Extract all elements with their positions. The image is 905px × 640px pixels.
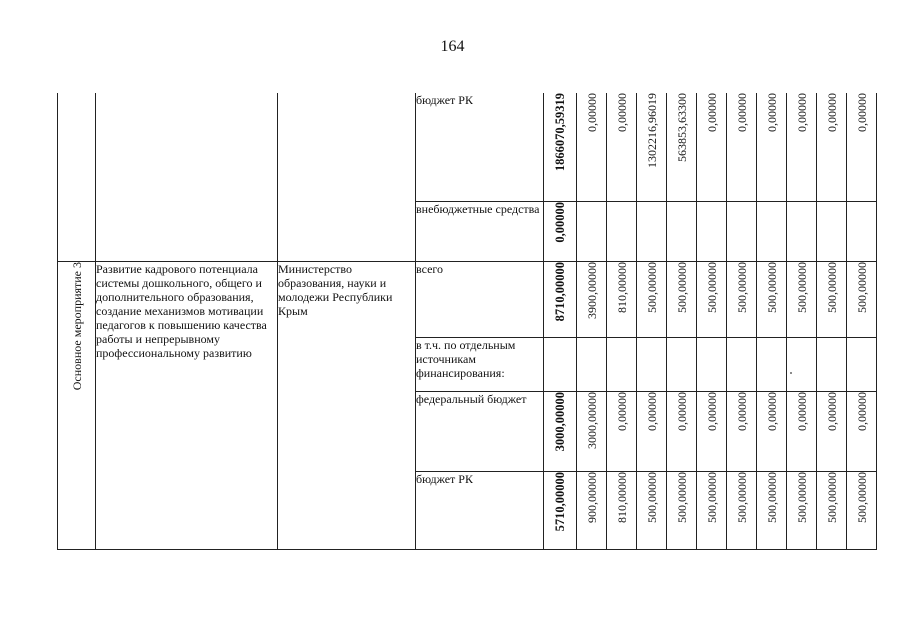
value-cell <box>577 337 607 391</box>
value-cell: 500,00000 <box>727 471 757 549</box>
budget-table <box>57 93 877 550</box>
measure-description: Развитие кадрового потенциала системы дошкольного, общего и дополнительного образования, создание механизмов мотивации педагогов к повышению качества работы и непрерывному профессиональному развитию <box>96 261 267 360</box>
source-cell: федеральный бюджет <box>416 391 544 471</box>
value-cell: 500,00000 <box>667 261 697 337</box>
value-cell <box>667 201 697 261</box>
value-cell <box>757 337 787 391</box>
value-cell: 810,00000 <box>607 261 637 337</box>
value-cell: 500,00000 <box>787 261 817 337</box>
value-cell <box>817 337 847 391</box>
value-cell: 500,00000 <box>697 261 727 337</box>
value-cell: 810,00000 <box>607 471 637 549</box>
continuation-description-cell <box>96 93 278 261</box>
value-cell: 0,00000 <box>817 391 847 471</box>
value-cell: 0,00000 <box>757 93 787 201</box>
value-cell <box>577 201 607 261</box>
total-cell: 5710,00000 <box>544 471 577 549</box>
value-cell: 500,00000 <box>697 471 727 549</box>
value-cell <box>817 201 847 261</box>
value-cell: 500,00000 <box>847 261 877 337</box>
value-cell: 0,00000 <box>607 93 637 201</box>
value-cell <box>787 337 817 391</box>
measure-executor: Министерство образования, науки и молодежи Республики Крым <box>278 261 393 318</box>
value-cell <box>757 201 787 261</box>
continuation-executor-cell <box>278 93 416 261</box>
value-cell: 500,00000 <box>637 471 667 549</box>
value-cell: 0,00000 <box>697 391 727 471</box>
measure-label: Основное мероприятие 3 <box>69 261 84 390</box>
value-cell: 0,00000 <box>607 391 637 471</box>
continuation-label-cell <box>58 93 96 261</box>
total-cell: 3000,00000 <box>544 391 577 471</box>
total-cell <box>544 337 577 391</box>
value-cell: 500,00000 <box>817 261 847 337</box>
source-cell: в т.ч. по отдельным источникам финансирования: <box>416 337 544 391</box>
source-cell: бюджет РК <box>416 93 544 201</box>
value-cell: 500,00000 <box>637 261 667 337</box>
value-cell: 0,00000 <box>727 93 757 201</box>
value-cell: 0,00000 <box>667 391 697 471</box>
value-cell: 900,00000 <box>577 471 607 549</box>
value-cell: 500,00000 <box>847 471 877 549</box>
value-cell: 500,00000 <box>817 471 847 549</box>
value-cell: 0,00000 <box>847 391 877 471</box>
value-cell: 0,00000 <box>847 93 877 201</box>
scan-speck <box>790 372 792 374</box>
value-cell: 0,00000 <box>787 391 817 471</box>
value-cell <box>847 337 877 391</box>
total-cell: 1866070,59319 <box>544 93 577 201</box>
value-cell: 0,00000 <box>817 93 847 201</box>
source-cell: бюджет РК <box>416 471 544 549</box>
value-cell: 0,00000 <box>757 391 787 471</box>
measure-description-cell <box>96 261 278 549</box>
total-cell: 8710,00000 <box>544 261 577 337</box>
value-cell <box>787 201 817 261</box>
value-cell <box>637 337 667 391</box>
value-cell: 0,00000 <box>697 93 727 201</box>
source-cell: внебюджетные средства <box>416 201 544 261</box>
source-cell: всего <box>416 261 544 337</box>
value-cell: 500,00000 <box>787 471 817 549</box>
value-cell <box>727 337 757 391</box>
value-cell: 0,00000 <box>577 93 607 201</box>
total-cell: 0,00000 <box>544 201 577 261</box>
value-cell <box>697 201 727 261</box>
value-cell: 500,00000 <box>757 261 787 337</box>
value-cell: 3900,00000 <box>577 261 607 337</box>
measure-label-cell <box>58 261 96 549</box>
value-cell <box>607 201 637 261</box>
value-cell <box>667 337 697 391</box>
value-cell: 500,00000 <box>667 471 697 549</box>
table-row <box>58 93 877 201</box>
value-cell: 500,00000 <box>727 261 757 337</box>
value-cell <box>697 337 727 391</box>
value-cell: 0,00000 <box>787 93 817 201</box>
value-cell: 0,00000 <box>727 391 757 471</box>
value-cell: 500,00000 <box>757 471 787 549</box>
value-cell <box>607 337 637 391</box>
value-cell <box>637 201 667 261</box>
value-cell: 563853,63300 <box>667 93 697 201</box>
measure-executor-cell <box>278 261 416 549</box>
value-cell <box>727 201 757 261</box>
value-cell: 0,00000 <box>637 391 667 471</box>
value-cell: 1302216,96019 <box>637 93 667 201</box>
value-cell: 3000,00000 <box>577 391 607 471</box>
page-number: 164 <box>440 38 465 55</box>
table-row <box>58 261 877 337</box>
value-cell <box>847 201 877 261</box>
